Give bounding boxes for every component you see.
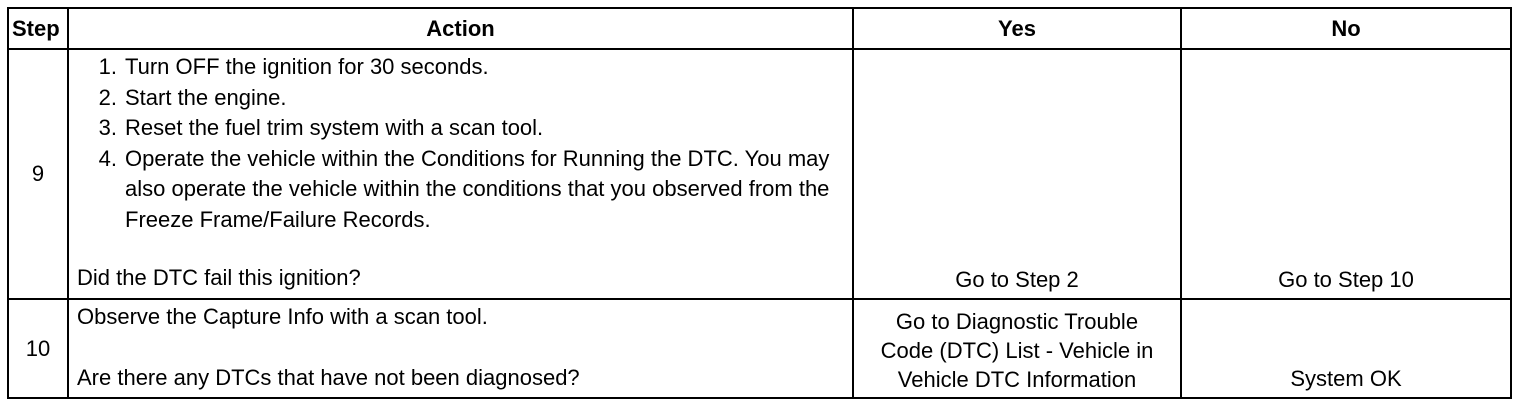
header-no: No — [1181, 8, 1511, 49]
header-action: Action — [68, 8, 853, 49]
header-step: Step — [8, 8, 68, 49]
yes-line: Vehicle DTC Information — [897, 367, 1137, 392]
action-steps-list — [77, 52, 852, 235]
step-text: Operate the vehicle within the Conditions for Running the DTC. You may also operate the vehicle within the conditions that you observed from the Freeze Frame/Failure Records. — [125, 145, 830, 232]
diagnostic-table — [7, 7, 1512, 399]
step-text: Start the engine. — [125, 84, 287, 110]
table-row-step-10 — [8, 299, 1511, 398]
action-step — [77, 52, 852, 83]
yes-line: Code (DTC) List - Vehicle in — [880, 338, 1154, 363]
diagnostic-table-container — [7, 7, 1512, 399]
step-index: 3. — [98, 115, 117, 140]
action-text: Observe the Capture Info with a scan tool. — [77, 304, 488, 329]
yes-cell: Go to Step 2 — [853, 49, 1181, 299]
step-number: 10 — [8, 299, 68, 398]
action-question: Are there any DTCs that have not been diagnosed? — [77, 365, 580, 390]
action-step — [77, 113, 852, 144]
action-cell — [68, 49, 853, 299]
no-cell: System OK — [1181, 299, 1511, 398]
table-row-step-9 — [8, 49, 1511, 299]
yes-cell — [853, 299, 1181, 398]
step-index: 2. — [98, 84, 117, 110]
step-text: Turn OFF the ignition for 30 seconds. — [125, 54, 489, 79]
header-row — [8, 8, 1511, 49]
action-cell — [68, 299, 853, 398]
yes-line: Go to Diagnostic Trouble — [895, 309, 1139, 334]
action-question: Did the DTC fail this ignition? — [77, 265, 361, 290]
header-yes: Yes — [853, 8, 1181, 49]
step-index: 4. — [98, 145, 117, 171]
step-text: Reset the fuel trim system with a scan tool. — [125, 115, 544, 140]
step-index: 1. — [98, 54, 117, 79]
action-step — [77, 83, 852, 114]
no-cell: Go to Step 10 — [1181, 49, 1511, 299]
action-step — [77, 144, 852, 236]
step-number: 9 — [8, 49, 68, 299]
